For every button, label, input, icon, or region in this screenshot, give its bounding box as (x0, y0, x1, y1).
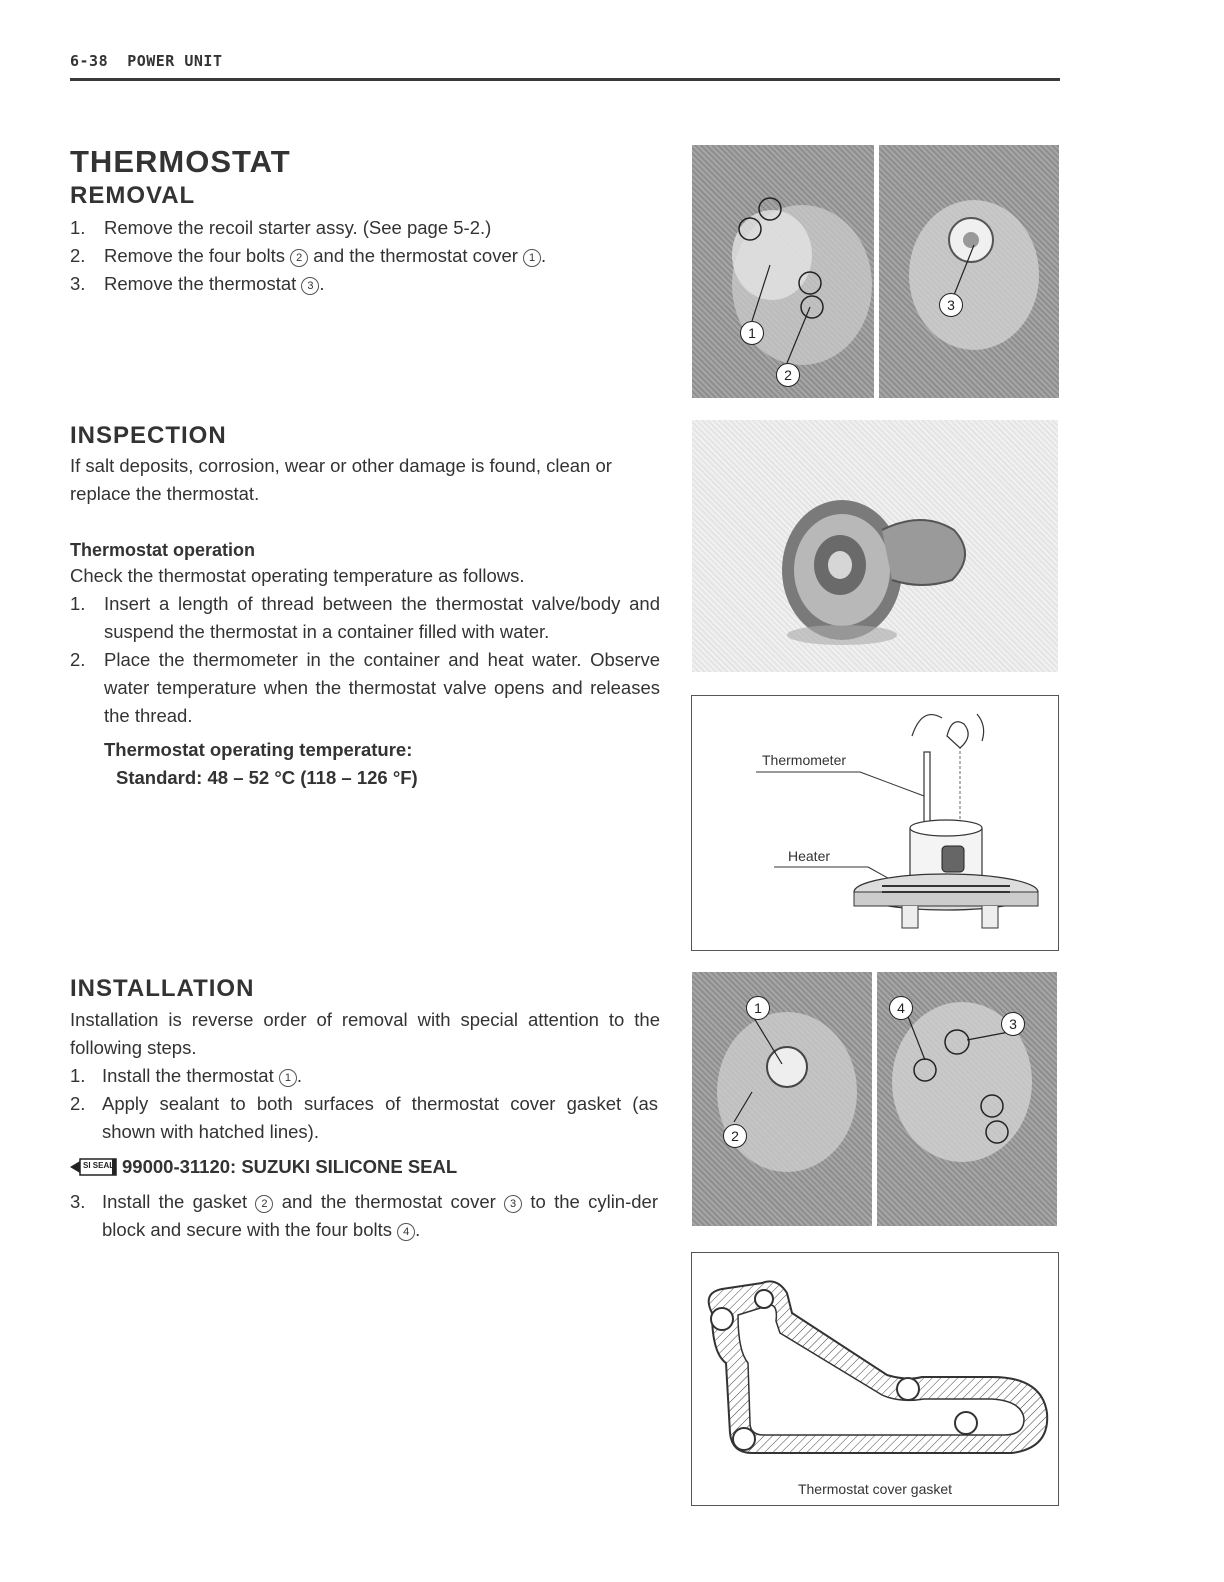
spec-value: Standard: 48 – 52 °C (118 – 126 °F) (116, 767, 418, 788)
installation-step-1-num: 1. (70, 1065, 86, 1086)
label-heater: Heater (788, 848, 831, 864)
installation-step-1: Install the thermostat 1 . (102, 1065, 303, 1086)
callout-2: 2 (723, 1124, 747, 1148)
inspection-step-2-num: 2. (70, 649, 86, 670)
page-header (70, 52, 1060, 81)
callout-2: 2 (776, 363, 800, 387)
removal-step-3-num: 3. (70, 273, 86, 294)
installation-intro: Installation is reverse order of removal with special attention to the following steps. (70, 1009, 660, 1058)
gasket-diagram (691, 1252, 1059, 1506)
inspection-heading: INSPECTION (70, 422, 227, 449)
thermometer-heater-diagram (691, 695, 1059, 951)
installation-step-2-num: 2. (70, 1093, 86, 1114)
removal-heading: REMOVAL (70, 182, 196, 209)
removal-step-2: Remove the four bolts 2 and the thermostat cover 1 . (104, 245, 547, 266)
thermostat-operation-heading: Thermostat operation (70, 540, 256, 560)
sealant-tube-icon (70, 1156, 118, 1178)
thermostat-photo (692, 420, 1058, 672)
inspection-step-1: Insert a length of thread between the thermostat valve/body and suspend the thermostat in a container filled with water. (104, 593, 660, 642)
spec-label: Thermostat operating temperature: (104, 739, 413, 760)
callout-1: 1 (746, 996, 770, 1020)
inspection-step-2: Place the thermometer in the container and heat water. Observe water temperature when the thermostat valve opens and releases the thread. (104, 649, 660, 726)
installation-step-3-num: 3. (70, 1191, 86, 1212)
removal-step-1-num: 1. (70, 217, 86, 238)
label-thermometer: Thermometer (762, 752, 847, 768)
installation-step-2: Apply sealant to both surfaces of thermostat cover gasket (as shown with hatched lines). (102, 1093, 658, 1142)
installation-heading: INSTALLATION (70, 975, 255, 1002)
callout-3: 3 (939, 293, 963, 317)
page-title: THERMOSTAT (70, 144, 291, 179)
installation-photo-left (692, 972, 872, 1226)
removal-step-1: Remove the recoil starter assy. (See page 5-2.) (104, 217, 492, 238)
inspection-intro: If salt deposits, corrosion, wear or other damage is found, clean or replace the thermostat. (70, 455, 612, 504)
sealant-spec: 99000-31120: SUZUKI SILICONE SEAL (122, 1156, 458, 1177)
removal-photo-left (692, 145, 874, 398)
removal-step-2-num: 2. (70, 245, 86, 266)
removal-step-3: Remove the thermostat 3 . (104, 273, 325, 294)
callout-3: 3 (1001, 1012, 1025, 1036)
removal-photo-right (879, 145, 1059, 398)
gasket-caption: Thermostat cover gasket (797, 1481, 953, 1497)
installation-photo-right (877, 972, 1057, 1226)
sealant-icon-label: SI SEAL (83, 1161, 115, 1170)
installation-step-3: Install the gasket 2 and the thermostat cover 3 to the cylin-der block and secure with the four bolts 4 . (102, 1191, 658, 1240)
inspection-check: Check the thermostat operating temperature as follows. (70, 565, 525, 586)
inspection-step-1-num: 1. (70, 593, 86, 614)
header-page-number: 6-38 POWER UNIT (70, 52, 223, 70)
callout-1: 1 (740, 321, 764, 345)
callout-4: 4 (889, 996, 913, 1020)
